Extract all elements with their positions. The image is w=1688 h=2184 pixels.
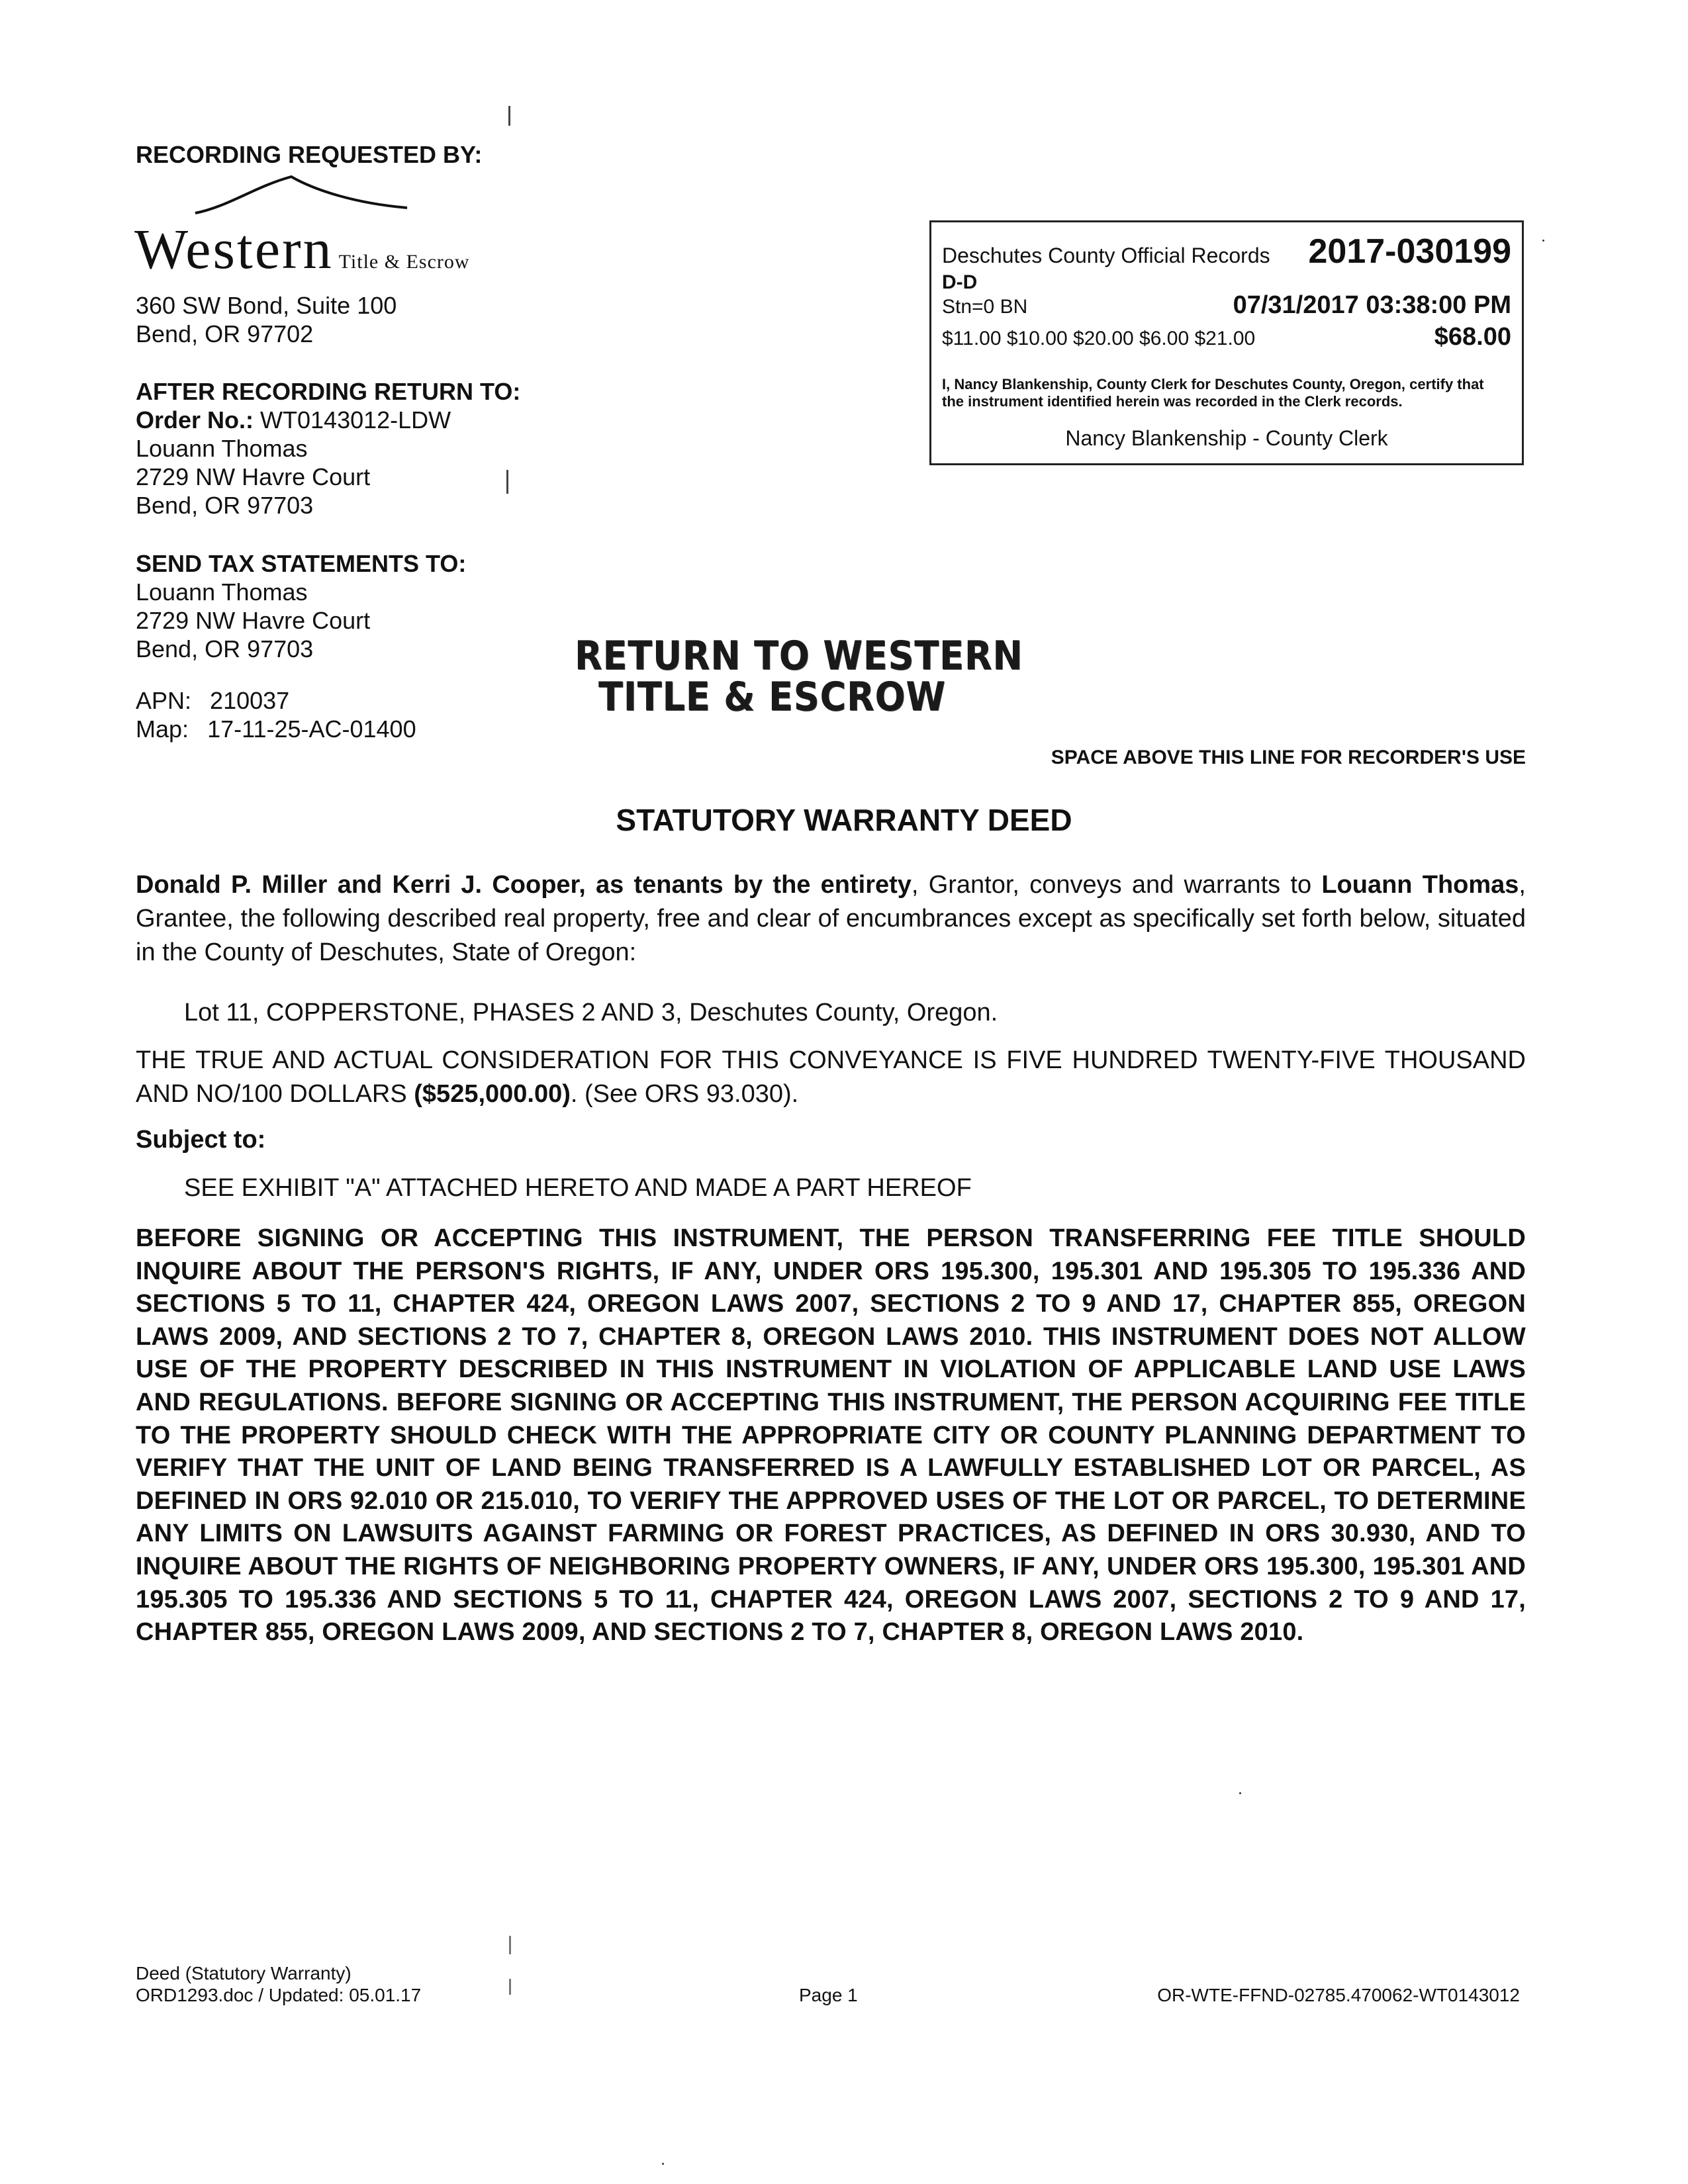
clerk-name: Nancy Blankenship - County Clerk [1065,426,1388,450]
land-use-warning: BEFORE SIGNING OR ACCEPTING THIS INSTRUMENT, THE PERSON TRANSFERRING FEE TITLE SHOULD INQUIRE ABOUT THE PERSON'S RIGHTS, IF ANY, UNDER ORS 195.300, 195.301 AND 195.305 TO 195.336 AND SECTIONS 5 TO 11, CHAPTER 424, OREGON LAWS 2007, SECTIONS 2 TO 9 AND 17, CHAPTER 855, OREGON LAWS 2009, AND SECTIONS 2 TO 7, CHAPTER 8, OREGON LAWS 2010. THIS INSTRUMENT DOES NOT ALLOW USE OF THE PROPERTY DESCRIBED IN THIS INSTRUMENT IN VIOLATION OF APPLICABLE LAND USE LAWS AND REGULATIONS. BEFORE SIGNING OR ACCEPTING THIS INSTRUMENT, THE PERSON ACQUIRING FEE TITLE TO THE PROPERTY SHOULD CHECK WITH THE APPROPRIATE CITY OR COUNTY PLANNING DEPARTMENT TO VERIFY THAT THE UNIT OF LAND BEING TRANSFERRED IS A LAWFULLY ESTABLISHED LOT OR PARCEL, AS DEFINED IN ORS 92.010 OR 215.010, TO VERIFY THE APPROVED USES OF THE LOT OR PARCEL, TO DETERMINE ANY LIMITS ON LAWSUITS AGAINST FARMING OR FOREST PRACTICES, AS DEFINED IN ORS 30.930, AND TO INQUIRE ABOUT THE RIGHTS OF NEIGHBORING PROPERTY OWNERS, IF ANY, UNDER ORS 195.300, 195.301 AND 195.305 TO 195.336 AND SECTIONS 5 TO 11, CHAPTER 424, OREGON LAWS 2007, SECTIONS 2 TO 9 AND 17, CHAPTER 855, OREGON LAWS 2009, AND SECTIONS 2 TO 7, CHAPTER 8, OREGON LAWS 2010. [136,1224,1526,1647]
return-address-line: Louann Thomas [136,435,308,462]
grantee-name: Louann Thomas [1321,871,1519,899]
scan-speck [662,2163,664,2165]
record-datetime: 07/31/2017 03:38:00 PM [1233,291,1511,319]
records-label: Deschutes County Official Records [942,244,1270,267]
deed-title: STATUTORY WARRANTY DEED [616,803,1072,837]
scan-mark [506,470,508,494]
scan-mark [508,106,510,126]
exhibit-reference: SEE EXHIBIT "A" ATTACHED HERETO AND MADE A PART HEREOF [184,1174,972,1202]
consideration-text: THE TRUE AND ACTUAL CONSIDERATION FOR THIS CONVEYANCE IS FIVE HUNDRED TWENTY-FIVE THOUSAND AND NO/100 DOLLARS [136,1046,1526,1108]
after-recording-block [136,377,520,520]
record-number: 2017-030199 [1308,232,1511,271]
scan-speck [1542,240,1544,242]
footer-doc-type: Deed (Statutory Warranty) [136,1963,352,1983]
tax-address-line: Bend, OR 97703 [136,635,314,662]
tax-address-line: 2729 NW Havre Court [136,607,371,634]
company-address-line: Bend, OR 97702 [136,320,314,347]
apn-label: APN: [136,687,192,714]
order-label: Order No.: [136,406,254,433]
send-tax-block [136,549,466,663]
tax-address-line: Louann Thomas [136,578,308,606]
consideration-paragraph [136,1044,1526,1111]
grantor-names: Donald P. Miller and Kerri J. Cooper, as tenants by the entirety [136,871,912,899]
after-recording-label: AFTER RECORDING RETURN TO: [136,378,521,405]
clerk-certification: I, Nancy Blankenship, County Clerk for Deschutes County, Oregon, certify that the instrument identified herein was recorded in the Clerk records. [942,376,1484,410]
doc-type: D-D [942,271,978,293]
map-value: 17-11-25-AC-01400 [207,715,416,743]
legal-description: Lot 11, COPPERSTONE, PHASES 2 AND 3, Deschutes County, Oregon. [184,999,998,1026]
page-number: Page 1 [799,1985,858,2005]
stn-code: Stn=0 BN [942,296,1028,318]
recorder-space-note: SPACE ABOVE THIS LINE FOR RECORDER'S USE [1051,747,1526,768]
fee-list: $11.00 $10.00 $20.00 $6.00 $21.00 [942,328,1256,349]
logo-sub: Title & Escrow [338,251,470,273]
order-number: WT0143012-LDW [260,406,451,433]
footer-doc-info [136,1962,421,2006]
recording-requested-label: RECORDING REQUESTED BY: [136,141,483,168]
return-stamp [575,633,1023,720]
fee-total: $68.00 [1434,323,1511,351]
scan-mark [509,1936,511,1954]
company-address [136,291,397,348]
apn-value: 210037 [210,687,290,714]
return-stamp-line: RETURN TO WESTERN [575,633,1023,679]
return-address-line: Bend, OR 97703 [136,492,314,519]
consideration-amount: ($525,000.00) [414,1080,571,1108]
recorder-stamp-box [929,220,1524,465]
consideration-ref: . (See ORS 93.030). [570,1080,799,1108]
grant-text: , Grantor, conveys and warrants to [911,871,1322,899]
footer-reference: OR-WTE-FFND-02785.470062-WT0143012 [1157,1985,1520,2005]
western-logo [134,218,470,293]
scan-mark [509,1979,511,1995]
grant-paragraph [136,868,1526,970]
western-logo-mark [175,173,420,220]
apn-block [136,686,416,743]
company-address-line: 360 SW Bond, Suite 100 [136,292,397,319]
subject-to-label: Subject to: [136,1126,266,1154]
map-label: Map: [136,715,189,743]
footer-doc-file: ORD1293.doc / Updated: 05.01.17 [136,1985,422,2005]
send-tax-label: SEND TAX STATEMENTS TO: [136,550,467,577]
scan-speck [1239,1792,1241,1794]
logo-name: Western [134,217,334,281]
grant-text: , Grantee, the following described real property, free and clear of encumbrances except as specifically set forth below, situated in the County of Deschutes, State of Oregon: [136,871,1526,966]
return-address-line: 2729 NW Havre Court [136,463,371,490]
return-stamp-line: TITLE & ESCROW [598,674,946,720]
